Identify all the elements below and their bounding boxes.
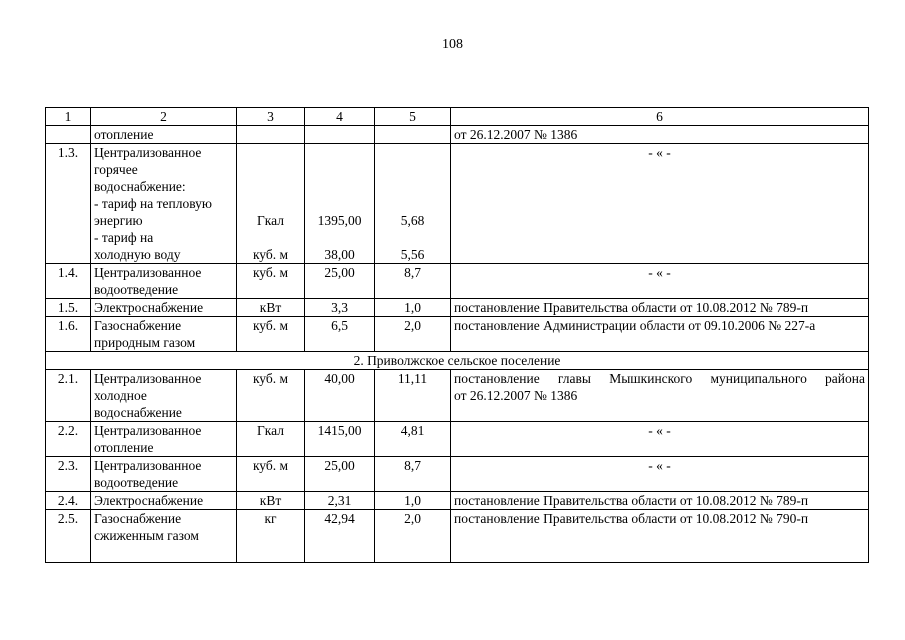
service-name: Электроснабжение — [91, 492, 237, 510]
table-row — [46, 422, 869, 457]
service-name: Централизованное отопление — [91, 422, 237, 457]
section-row — [46, 352, 869, 370]
unit: куб. м — [237, 264, 305, 299]
table-row — [46, 299, 869, 317]
table-row — [46, 317, 869, 352]
tariff-table — [45, 107, 869, 563]
legal-document: постановление Администрации области от 09.10.2006 № 227-а — [451, 317, 869, 352]
unit: Гкал — [237, 422, 305, 457]
header-cell: 6 — [451, 108, 869, 126]
header-cell: 1 — [46, 108, 91, 126]
tariff-value: 42,94 — [305, 510, 375, 563]
legal-document: - « - — [451, 422, 869, 457]
header-cell: 3 — [237, 108, 305, 126]
legal-document: постановление главы Мышкинского муниципального района от 26.12.2007 № 1386 — [451, 370, 869, 422]
norm-value: 5,68 5,56 — [375, 144, 451, 264]
header-cell: 5 — [375, 108, 451, 126]
norm-value: 8,7 — [375, 264, 451, 299]
legal-document: постановление Правительства области от 10.08.2012 № 790-п — [451, 510, 869, 563]
service-name: отопление — [91, 126, 237, 144]
tariff-value: 25,00 — [305, 457, 375, 492]
service-name: Централизованное водоотведение — [91, 457, 237, 492]
tariff-value: 40,00 — [305, 370, 375, 422]
header-row — [46, 108, 869, 126]
legal-document: - « - — [451, 264, 869, 299]
norm-value: 2,0 — [375, 510, 451, 563]
service-name: Централизованное горячее водоснабжение: - тариф на тепловую энергию - тариф на холодную воду — [91, 144, 237, 264]
tariff-value: 1415,00 — [305, 422, 375, 457]
tariff-value: 25,00 — [305, 264, 375, 299]
legal-document: - « - — [451, 457, 869, 492]
tariff-value: 6,5 — [305, 317, 375, 352]
row-number: 1.4. — [46, 264, 91, 299]
service-name: Газоснабжение сжиженным газом — [91, 510, 237, 563]
row-number: 2.2. — [46, 422, 91, 457]
table-row — [46, 492, 869, 510]
row-number: 1.3. — [46, 144, 91, 264]
unit: куб. м — [237, 370, 305, 422]
legal-document: - « - — [451, 144, 869, 264]
norm-value: 1,0 — [375, 299, 451, 317]
header-cell: 4 — [305, 108, 375, 126]
norm-value: 11,11 — [375, 370, 451, 422]
service-name: Газоснабжение природным газом — [91, 317, 237, 352]
page-number: 108 — [442, 37, 463, 52]
row-number: 2.1. — [46, 370, 91, 422]
row-number: 1.5. — [46, 299, 91, 317]
legal-document: постановление Правительства области от 10.08.2012 № 789-п — [451, 492, 869, 510]
legal-document: от 26.12.2007 № 1386 — [451, 126, 869, 144]
row-number: 2.5. — [46, 510, 91, 563]
unit: Гкал куб. м — [237, 144, 305, 264]
service-name: Централизованное водоотведение — [91, 264, 237, 299]
row-number: 2.4. — [46, 492, 91, 510]
norm-value: 2,0 — [375, 317, 451, 352]
unit: кВт — [237, 492, 305, 510]
norm-value: 1,0 — [375, 492, 451, 510]
tariff-value: 1395,00 38,00 — [305, 144, 375, 264]
tariff-value: 2,31 — [305, 492, 375, 510]
table-row — [46, 264, 869, 299]
unit: кг — [237, 510, 305, 563]
legal-document: постановление Правительства области от 10.08.2012 № 789-п — [451, 299, 869, 317]
norm-value: 8,7 — [375, 457, 451, 492]
table-row — [46, 370, 869, 422]
row-number: 1.6. — [46, 317, 91, 352]
service-name: Электроснабжение — [91, 299, 237, 317]
unit: куб. м — [237, 317, 305, 352]
row-number: 2.3. — [46, 457, 91, 492]
norm-value: 4,81 — [375, 422, 451, 457]
table-row — [46, 144, 869, 264]
table-row — [46, 457, 869, 492]
unit: кВт — [237, 299, 305, 317]
tariff-value: 3,3 — [305, 299, 375, 317]
section-title: 2. Приволжское сельское поселение — [46, 352, 869, 370]
service-name: Централизованное холодное водоснабжение — [91, 370, 237, 422]
header-cell: 2 — [91, 108, 237, 126]
table-row — [46, 510, 869, 563]
unit: куб. м — [237, 457, 305, 492]
table-row — [46, 126, 869, 144]
